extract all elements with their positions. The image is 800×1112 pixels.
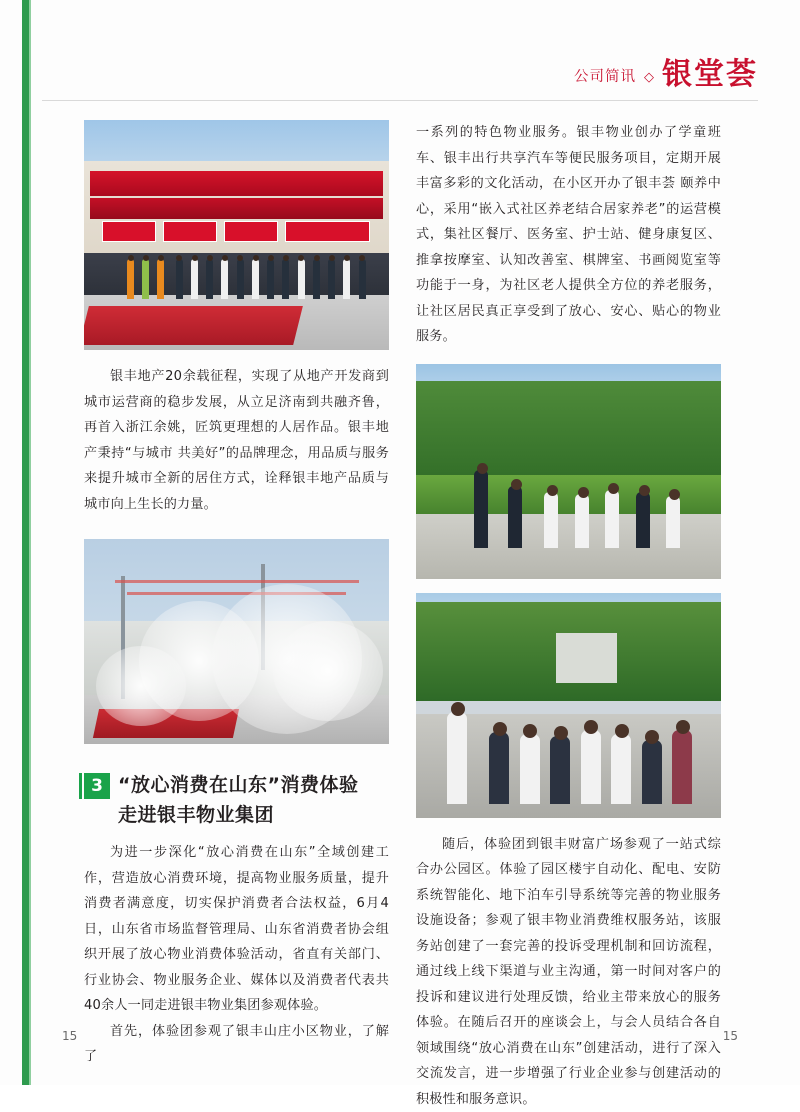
header-divider: [42, 100, 758, 101]
right-paragraph-1: 一系列的特色物业服务。银丰物业创办了学童班车、银丰出行共享汽车等便民服务项目，定期开展丰富多彩的文化活动，在小区开办了银丰荟 颐养中心，采用“嵌入式社区养老结合居家养老”的运营模式，集社区餐厅、医务室、护士站、健身康复区、推拿按摩室、认知改善室、棋牌室、书画阅览室等功能于一身，为社区老人提供全方位的养老服务，让社区居民真正享受到了放心、安心、贴心的物业服务。: [416, 120, 721, 350]
left-paragraph-2: 为进一步深化“放心消费在山东”全域创建工作，营造放心消费环境，提高物业服务质量，提升消费者满意度，切实保护消费者合法权益，6月4日，山东省市场监督管理局、山东省消费者协会组织开展了放心物业消费体验活动，省直有关部门、行业协会、物业服务企业、媒体以及消费者代表共40余人一同走进银丰物业集团参观体验。: [84, 840, 389, 1019]
photo-celebration-smoke: [84, 539, 389, 744]
photo-group-on-road: [416, 593, 721, 818]
header-logo: 银堂荟: [662, 60, 758, 90]
section-number-badge: 3: [84, 773, 110, 799]
page-edge-bar: [22, 0, 29, 1085]
right-paragraph-2: 随后，体验团到银丰财富广场参观了一站式综合办公园区。体验了园区楼宇自动化、配电、安防系统智能化、地下泊车引导系统等完善的物业服务设施设备；参观了银丰物业消费维权服务站，该服务站创建了一套完善的投诉受理机制和回访流程，通过线上线下渠道与业主沟通，第一时间对客户的投诉和建议进行处理反馈，给业主带来放心的服务体验。在随后召开的座谈会上，与会人员结合各自领域围绕“放心消费在山东”创建活动，进行了深入交流发言，进一步增强了行业企业参与创建活动的积极性和服务意识。: [416, 832, 721, 1112]
page-header: [574, 60, 758, 90]
left-column: [84, 120, 389, 1070]
section-title-line-1: “放心消费在山东”消费体验: [118, 770, 358, 800]
header-separator-icon: ◇: [644, 69, 654, 90]
section-heading-3: [84, 770, 389, 830]
page-number-left: 15: [62, 1029, 77, 1043]
left-paragraph-3: 首先，体验团参观了银丰山庄小区物业，了解了: [84, 1019, 389, 1070]
page-edge-bar-secondary: [29, 0, 31, 1085]
left-paragraph-1: 银丰地产20余载征程，实现了从地产开发商到城市运营商的稳步发展，从立足济南到共融齐鲁，再首入浙江余姚，匠筑更理想的人居作品。银丰地产秉持“与城市 共美好”的品牌理念，用品质与服务来提升城市全新的居住方式，诠释银丰地产品质与城市向上生长的力量。: [84, 364, 389, 517]
header-section-label: 公司简讯: [574, 65, 636, 90]
photo-visit-walkway: [416, 364, 721, 579]
section-title-line-2: 走进银丰物业集团: [118, 800, 358, 830]
photo-opening-ceremony: [84, 120, 389, 350]
page-number-right: 15: [723, 1029, 738, 1043]
right-column: [416, 120, 721, 1112]
